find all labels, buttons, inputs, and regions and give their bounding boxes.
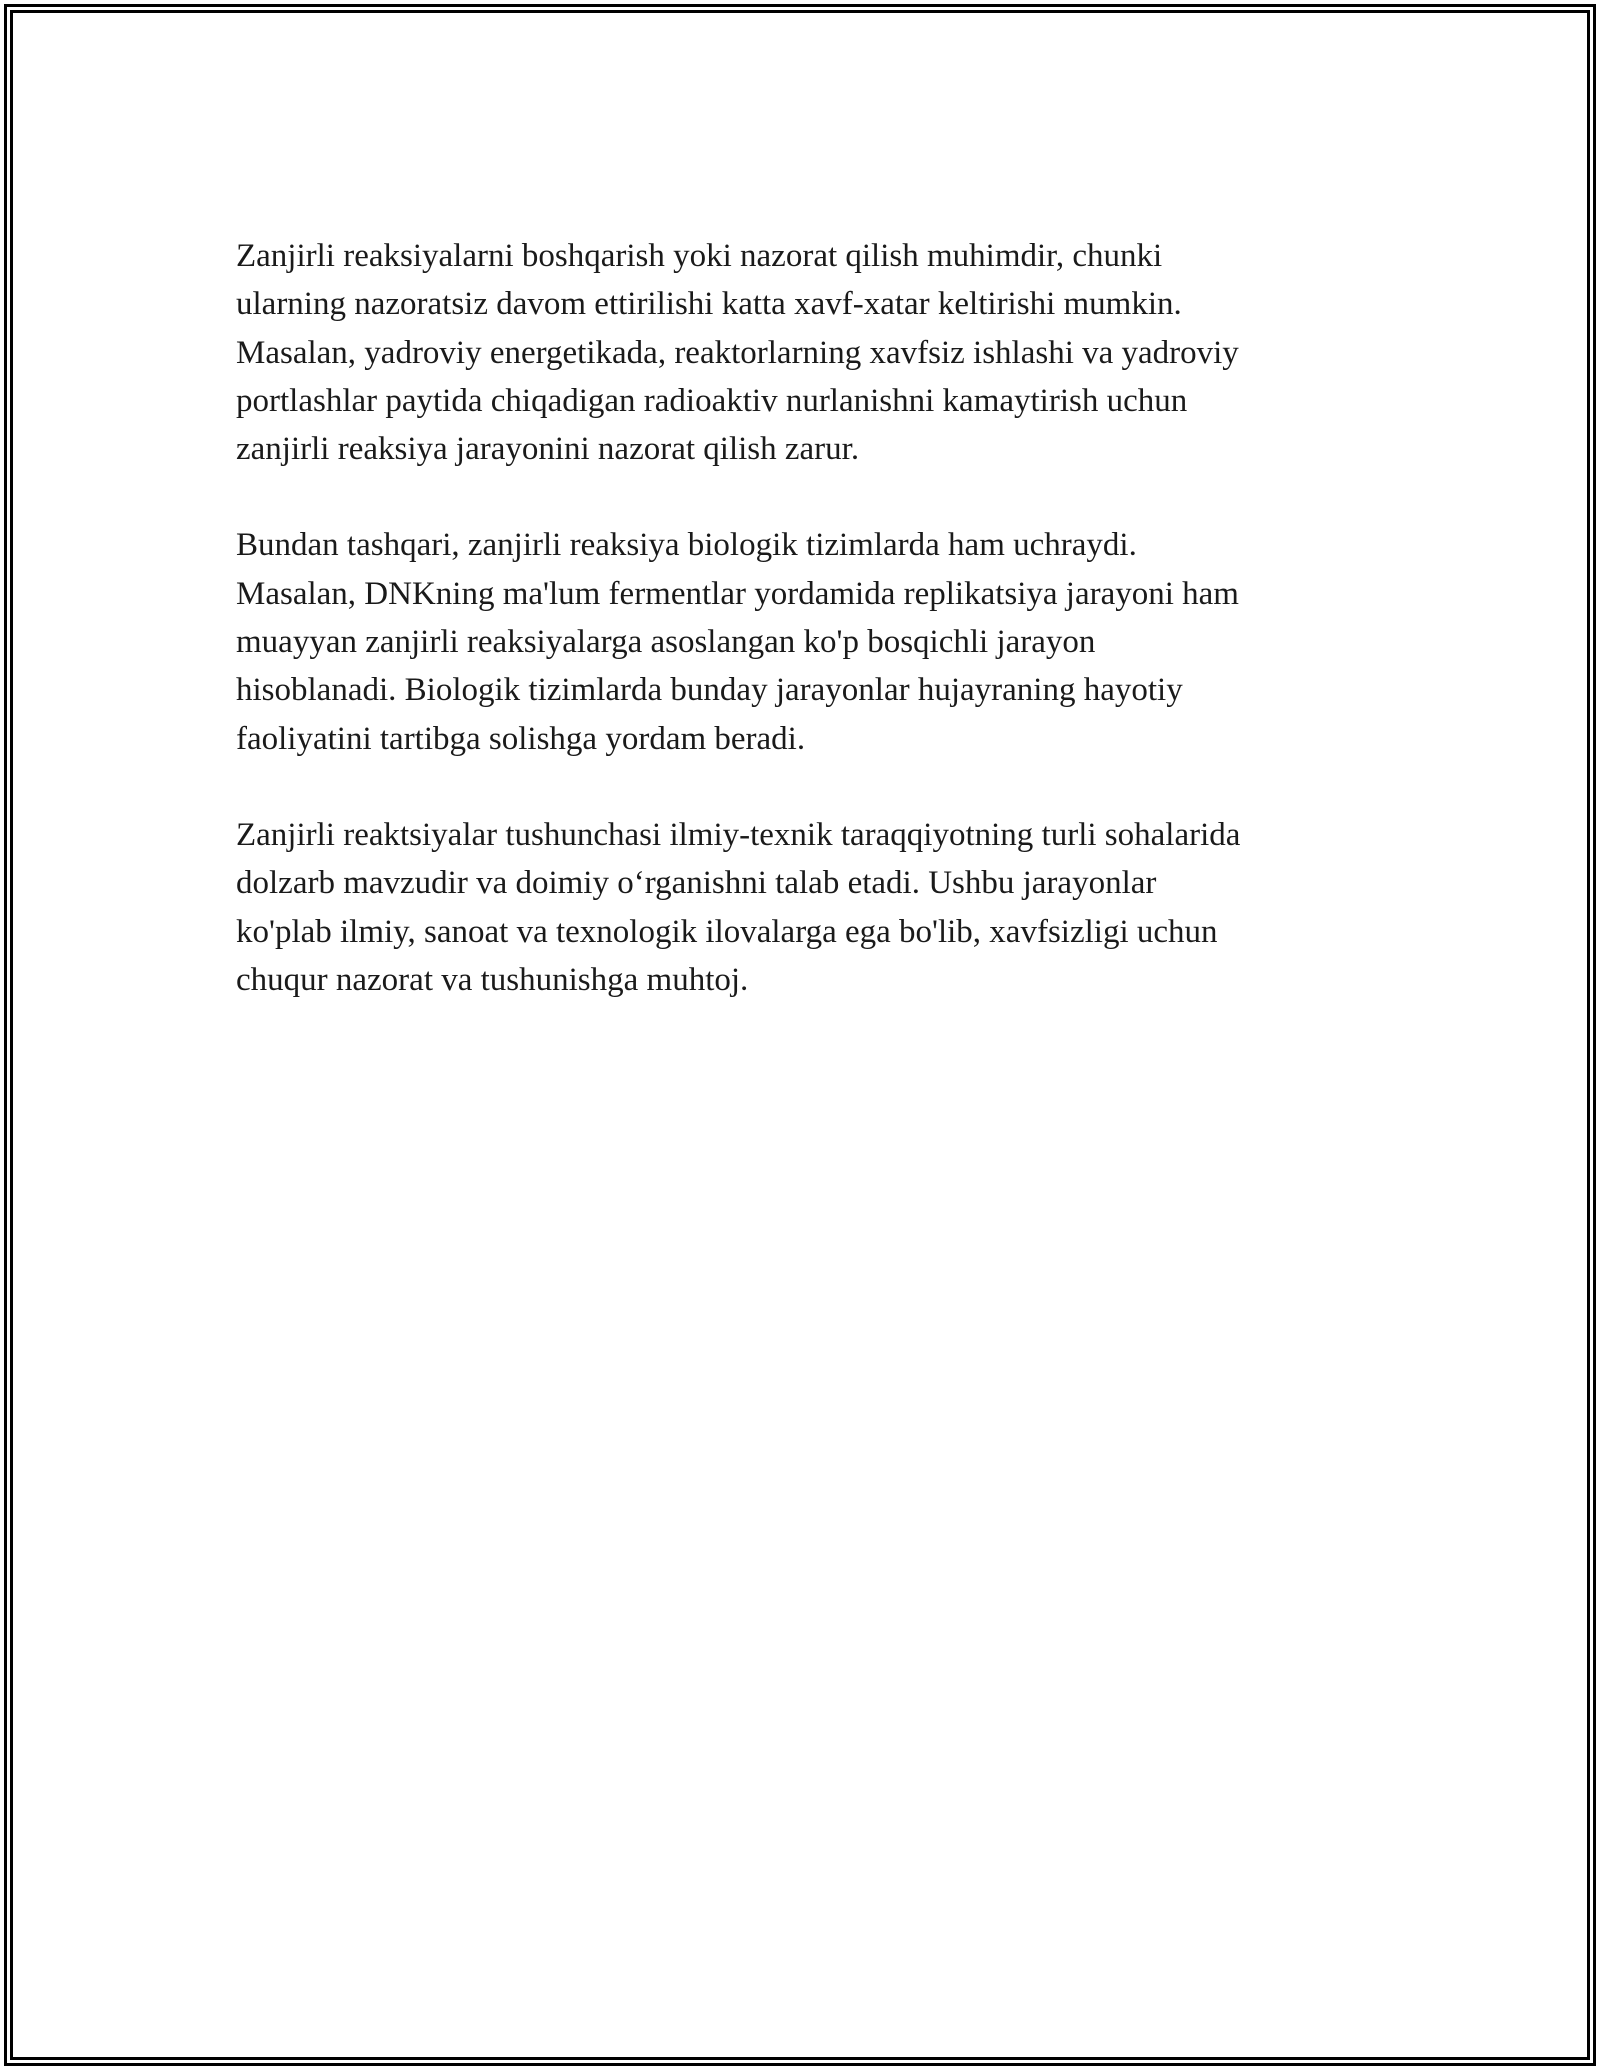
paragraph-3: Zanjirli reaktsiyalar tushunchasi ilmiy-texnik taraqqiyotning turli sohalarida dolzarb mavzudir va doimiy o‘rganishni talab etadi. Ushbu jarayonlar ko'plab ilmiy, sanoat va texnologik ilovalarga ega bo'lib, xavfsizligi uchun chuqur nazorat va tushunishga muhtoj. [236, 816, 1241, 998]
paragraph-1: Zanjirli reaksiyalarni boshqarish yoki nazorat qilish muhimdir, chunki ularning nazoratsiz davom ettirilishi katta xavf-xatar keltirishi mumkin. Masalan, yadroviy energetikada, reaktorlarning xavfsiz ishlashi va yadroviy portlashlar paytida chiqadigan radioaktiv nurlanishni kamaytirish uchun zanjirli reaksiya jarayonini nazorat qilish zarur. [236, 238, 1239, 468]
paragraph-2: Bundan tashqari, zanjirli reaksiya biologik tizimlarda ham uchraydi. Masalan, DNKning ma'lum fermentlar yordamida replikatsiya jarayoni ham muayyan zanjirli reaksiyalarga asoslangan ko'p bosqichli jarayon hisoblanadi. Biologik tizimlarda bunday jarayonlar hujayraning hayotiy faoliyatini tartibga solishga yordam beradi. [236, 527, 1239, 757]
document-body [236, 232, 1366, 1052]
